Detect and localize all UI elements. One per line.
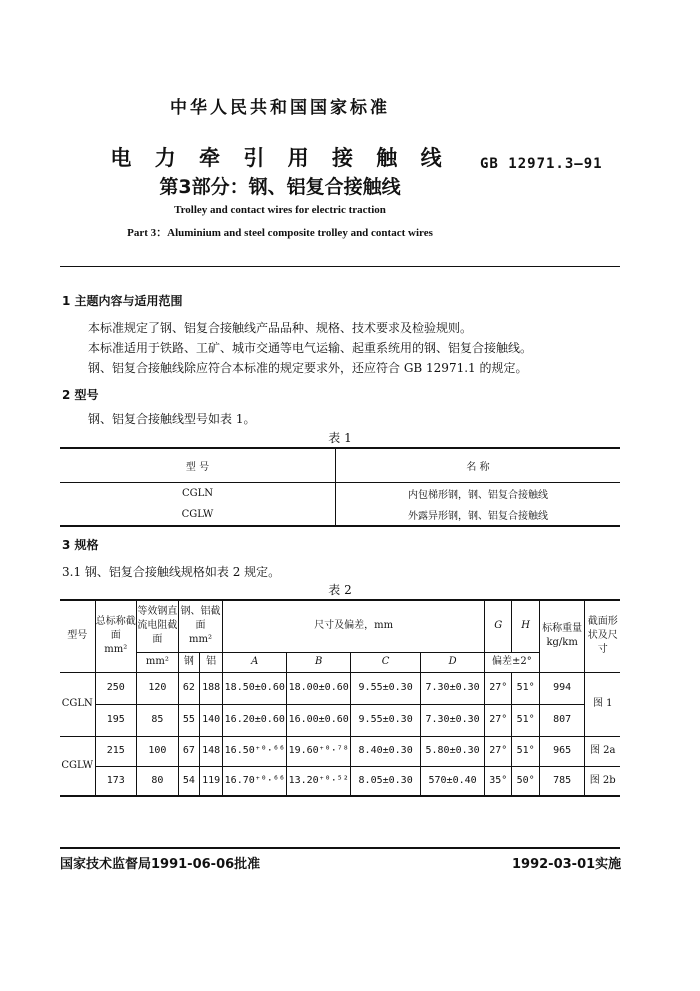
- table-cell: 807: [539, 704, 585, 736]
- document-subtitle-en: Part 3：Aluminium and steel composite trolley and contact wires: [127, 227, 433, 239]
- header-unit: kg/km: [546, 637, 578, 649]
- table-cell: CGLW: [181, 509, 214, 520]
- table-cell: 51°: [512, 672, 539, 704]
- table-cell: 18.00±0.60: [287, 672, 351, 704]
- standard-number: [480, 156, 603, 172]
- table-2-header-equiv-unit: mm²: [137, 652, 179, 672]
- document-subtitle-cn: 第3部分：钢、铝复合接触线: [159, 176, 401, 198]
- table-2-header-steel: 钢: [178, 652, 199, 672]
- standard-number-text: GB 12971.3—91: [480, 156, 603, 172]
- table-1-caption: 表 1: [328, 431, 352, 445]
- table-2-header-h: H: [512, 600, 539, 652]
- table-cell: 195: [95, 704, 137, 736]
- header-text: 钢、铝截面: [180, 606, 221, 632]
- table-cell: 67: [178, 736, 199, 766]
- section-2-heading: 2 型号: [62, 388, 99, 402]
- section-1-paragraph-3: 钢、铝复合接触线除应符合本标准的规定要求外，还应符合 GB 12971.1 的规定。: [88, 361, 528, 375]
- table-cell: 50°: [512, 766, 539, 796]
- table-2-header-equiv-section: 等效钢直流电阻截面: [137, 600, 179, 652]
- table-row: [60, 766, 620, 796]
- table-cell: 51°: [512, 704, 539, 736]
- table-row: [60, 736, 620, 766]
- document-title-en: Trolley and contact wires for electric traction: [174, 204, 386, 216]
- table-2-header-tolerance: 偏差±2°: [485, 652, 540, 672]
- table-cell: 16.70⁺⁰·⁶⁶: [223, 766, 287, 796]
- table-cell: 27°: [485, 704, 512, 736]
- table-cell: 27°: [485, 736, 512, 766]
- document-title-cn: 电 力 牵 引 用 接 触 线: [110, 146, 450, 170]
- table-2: [60, 599, 620, 797]
- table-2-header-al: 铝: [199, 652, 222, 672]
- table-cell: 16.00±0.60: [287, 704, 351, 736]
- table-cell: 8.05±0.30: [351, 766, 421, 796]
- table-cell: 80: [137, 766, 179, 796]
- table-cell: 9.55±0.30: [351, 704, 421, 736]
- table-cell: CGLN: [181, 487, 214, 499]
- issuing-body-title: 中华人民共和国国家标准: [170, 98, 390, 118]
- header-divider: [60, 266, 620, 267]
- table-1-header-model: 型 号: [60, 448, 336, 482]
- footer-divider: [60, 847, 620, 849]
- header-text: 总标称截面: [95, 616, 136, 642]
- table-cell: 7.30±0.30: [421, 704, 485, 736]
- table-cell: 188: [199, 672, 222, 704]
- table-cell: 27°: [485, 672, 512, 704]
- table-cell: 19.60⁺⁰·⁷⁸: [287, 736, 351, 766]
- table-2-header-g: G: [485, 600, 512, 652]
- table-2-header-c: C: [351, 652, 421, 672]
- table-cell: 8.40±0.30: [351, 736, 421, 766]
- table-cell: 51°: [512, 736, 539, 766]
- table-cell: 994: [539, 672, 585, 704]
- table-2-header-dims: 尺寸及偏差，mm: [223, 600, 485, 652]
- table-cell-model: CGLN: [60, 672, 95, 736]
- table-cell: 570±0.40: [421, 766, 485, 796]
- section-3-1-paragraph: 3.1 钢、铝复合接触线规格如表 2 规定。: [62, 565, 281, 579]
- table-cell: 16.50⁺⁰·⁶⁶: [223, 736, 287, 766]
- table-cell: 外露异形钢，钢、铝复合接触线: [336, 504, 621, 526]
- section-2-paragraph: 钢、铝复合接触线型号如表 1。: [88, 412, 256, 426]
- table-1: [60, 447, 620, 527]
- table-row: [60, 704, 620, 736]
- table-2-caption: 表 2: [328, 583, 352, 597]
- table-cell: 16.20±0.60: [223, 704, 287, 736]
- implementation-date: 1992-03-01实施: [512, 857, 622, 872]
- header-unit: mm²: [104, 644, 128, 656]
- table-cell: 119: [199, 766, 222, 796]
- table-cell: 7.30±0.30: [421, 672, 485, 704]
- table-cell: 148: [199, 736, 222, 766]
- table-cell: 100: [137, 736, 179, 766]
- table-cell-model: CGLW: [60, 736, 95, 796]
- table-cell: 5.80±0.30: [421, 736, 485, 766]
- section-1-paragraph-1: 本标准规定了钢、铝复合接触线产品品种、规格、技术要求及检验规则。: [88, 321, 473, 335]
- table-2-header-weight: [539, 600, 585, 672]
- table-cell: 215: [95, 736, 137, 766]
- table-cell-figure: 图 2a: [585, 736, 620, 766]
- table-cell: 18.50±0.60: [223, 672, 287, 704]
- table-row: [60, 672, 620, 704]
- table-cell: 55: [178, 704, 199, 736]
- table-1-header-name: 名 称: [336, 448, 621, 482]
- approval-date: 国家技术监督局1991-06-06批准: [60, 857, 261, 872]
- table-cell: 965: [539, 736, 585, 766]
- table-2-header-shape: 截面形状及尺寸: [585, 600, 620, 672]
- table-2-header-steel-al: [178, 600, 223, 652]
- table-cell-figure: 图 2b: [585, 766, 620, 796]
- table-cell: 140: [199, 704, 222, 736]
- header-unit: mm²: [189, 634, 212, 646]
- table-2-header-total-section: [95, 600, 137, 672]
- table-cell: 250: [95, 672, 137, 704]
- section-3-heading: 3 规格: [62, 538, 99, 552]
- table-cell-figure: 图 1: [585, 672, 620, 736]
- table-2-header-d: D: [421, 652, 485, 672]
- header-text: 标称重量: [542, 623, 583, 635]
- table-cell: 785: [539, 766, 585, 796]
- table-2-header-a: A: [223, 652, 287, 672]
- table-cell: 173: [95, 766, 137, 796]
- table-row: [60, 482, 620, 504]
- section-1-paragraph-2: 本标准适用于铁路、工矿、城市交通等电气运输、起重系统用的钢、铝复合接触线。: [88, 341, 533, 355]
- table-cell: 85: [137, 704, 179, 736]
- table-row: [60, 504, 620, 526]
- table-cell: 35°: [485, 766, 512, 796]
- table-cell: 54: [178, 766, 199, 796]
- table-cell: 内包梯形钢，钢、铝复合接触线: [336, 482, 621, 504]
- table-cell: 120: [137, 672, 179, 704]
- table-cell: 13.20⁺⁰·⁵²: [287, 766, 351, 796]
- table-cell: 9.55±0.30: [351, 672, 421, 704]
- section-1-heading: 1 主题内容与适用范围: [62, 294, 183, 308]
- table-2-header-b: B: [287, 652, 351, 672]
- table-2-header-model: 型号: [60, 600, 95, 672]
- table-cell: 62: [178, 672, 199, 704]
